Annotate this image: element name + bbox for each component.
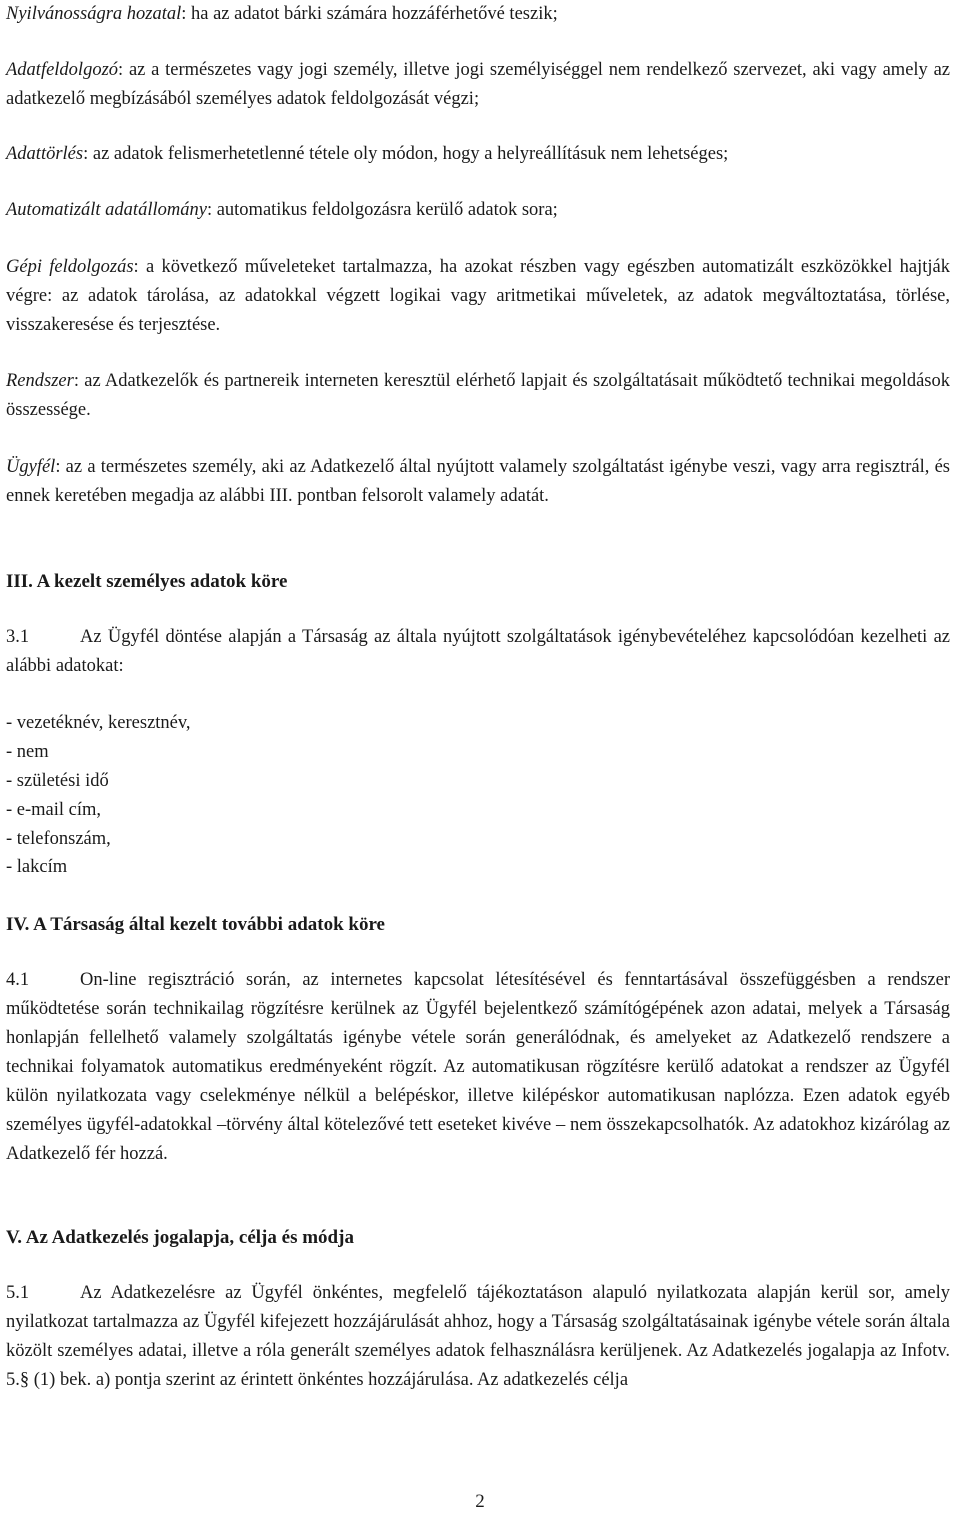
section-3-heading: III. A kezelt személyes adatok köre xyxy=(6,571,288,592)
definition-text: : az Adatkezelők és partnereik interneten keresztül elérhető lapjait és szolgáltatásait működtető technikai megoldások összessége. xyxy=(6,371,950,420)
list-item: - lakcím xyxy=(6,857,68,877)
paragraph-text: Az Adatkezelésre az Ügyfél önkéntes, megfelelő tájékoztatáson alapuló nyilatkozata alapján kerül sor, amely nyilatkozat tartalmazza az Ügyfél kifejezett hozzájárulását ahhoz, hogy a Társaság szolgáltatásainak igénybe vétele során általa közölt személyes adatai, illetve a róla generált személyes adatok felhasználásra kerüljenek. Az Adatkezelés jogalapja az Infotv. 5.§ (1) bek. a) pontja szerint az érintett önkéntes hozzájárulása. Az adatkezelés célja xyxy=(6,1283,950,1390)
definition-text: : az a természetes személy, aki az Adatkezelő által nyújtott valamely szolgáltatást igénybe veszi, vagy arra regisztrál, és ennek keretében megadja az alábbi III. pontban felsorolt valamely adatát. xyxy=(6,457,950,506)
paragraph-text: Az Ügyfél döntése alapján a Társaság az általa nyújtott szolgáltatások igénybevételéhez kapcsolódóan kezelheti az alábbi adatokat: xyxy=(6,627,950,676)
page-number: 2 xyxy=(475,1491,485,1512)
list-item: - vezetéknév, keresztnév, xyxy=(6,713,191,733)
section-3-1-paragraph xyxy=(6,623,950,681)
paragraph-number: 4.1 xyxy=(6,970,30,990)
list-item: - születési idő xyxy=(6,771,109,791)
definition-text: : az a természetes vagy jogi személy, illetve jogi személyiséggel nem rendelkező szervezet, aki vagy amely az adatkezelő megbízásából személyes adatok feldolgozását végzi; xyxy=(6,60,950,109)
paragraph-text: On-line regisztráció során, az internetes kapcsolat létesítésével és fenntartásával összefüggésben a rendszer működtetése során technikailag rögzítésre kerülnek az Ügyfél bejelentkező számítógépének azon adatai, melyek a Társaság honlapján fellelhető valamely szolgáltatás igénybe vétele során generálódnak, és amelyeket az Adatkezelő rendszere a technikai folyamatok automatikus eredményeként rögzít. Az automatikusan rögzítésre kerülő adatokat a rendszer az Ügyfél külön nyilatkozata vagy cselekménye nélkül a belépéskor, illetve kilépéskor automatikusan naplózza. Ezen adatok egyéb személyes ügyfél-adatokkal –törvény által kötelezővé tett eseteket kivéve – nem összekapcsolhatók. Az adatokhoz kizárólag az Adatkezelő fér hozzá. xyxy=(6,970,950,1164)
definition-text: : automatikus feldolgozásra kerülő adatok sora; xyxy=(206,200,558,220)
list-item: - e-mail cím, xyxy=(6,800,102,820)
definition-term: Adattörlés xyxy=(6,144,84,164)
definition-automatizalt-adatallomany xyxy=(6,196,950,225)
definition-adattorles xyxy=(6,140,950,169)
definition-text: : ha az adatot bárki számára hozzáférhetővé teszik; xyxy=(181,4,558,24)
definition-term: Rendszer xyxy=(6,371,74,391)
definition-ugyfel xyxy=(6,453,950,511)
list-item: - telefonszám, xyxy=(6,829,111,849)
section-4-heading: IV. A Társaság által kezelt további adatok köre xyxy=(6,914,385,935)
definition-gepi-feldolgozas xyxy=(6,253,950,340)
definition-text: : az adatok felismerhetetlenné tétele oly módon, hogy a helyreállításuk nem lehetséges; xyxy=(83,144,729,164)
definition-rendszer xyxy=(6,367,950,425)
paragraph-number: 3.1 xyxy=(6,627,30,647)
paragraph-number: 5.1 xyxy=(6,1283,30,1303)
definition-term: Automatizált adatállomány xyxy=(6,200,207,220)
definition-term: Nyilvánosságra hozatal xyxy=(6,4,182,24)
definition-adatfeldolgozo xyxy=(6,56,950,114)
definition-text: : a következő műveleteket tartalmazza, ha azokat részben vagy egészben automatizált eszközökkel hajtják végre: az adatok tárolása, az adatokkal végzett logikai vagy aritmetikai műveletek, az adatok megváltoztatása, törlése, visszakeresése és terjesztése. xyxy=(6,257,950,335)
section-4-1-paragraph xyxy=(6,966,950,1169)
definition-term: Gépi feldolgozás xyxy=(6,257,134,277)
definition-term: Ügyfél xyxy=(6,457,56,477)
definition-nyilvanossagra-hozatal xyxy=(6,0,950,29)
section-5-heading: V. Az Adatkezelés jogalapja, célja és módja xyxy=(6,1227,354,1248)
list-item: - nem xyxy=(6,742,49,762)
definition-term: Adatfeldolgozó xyxy=(6,60,119,80)
section-5-1-paragraph xyxy=(6,1279,950,1395)
